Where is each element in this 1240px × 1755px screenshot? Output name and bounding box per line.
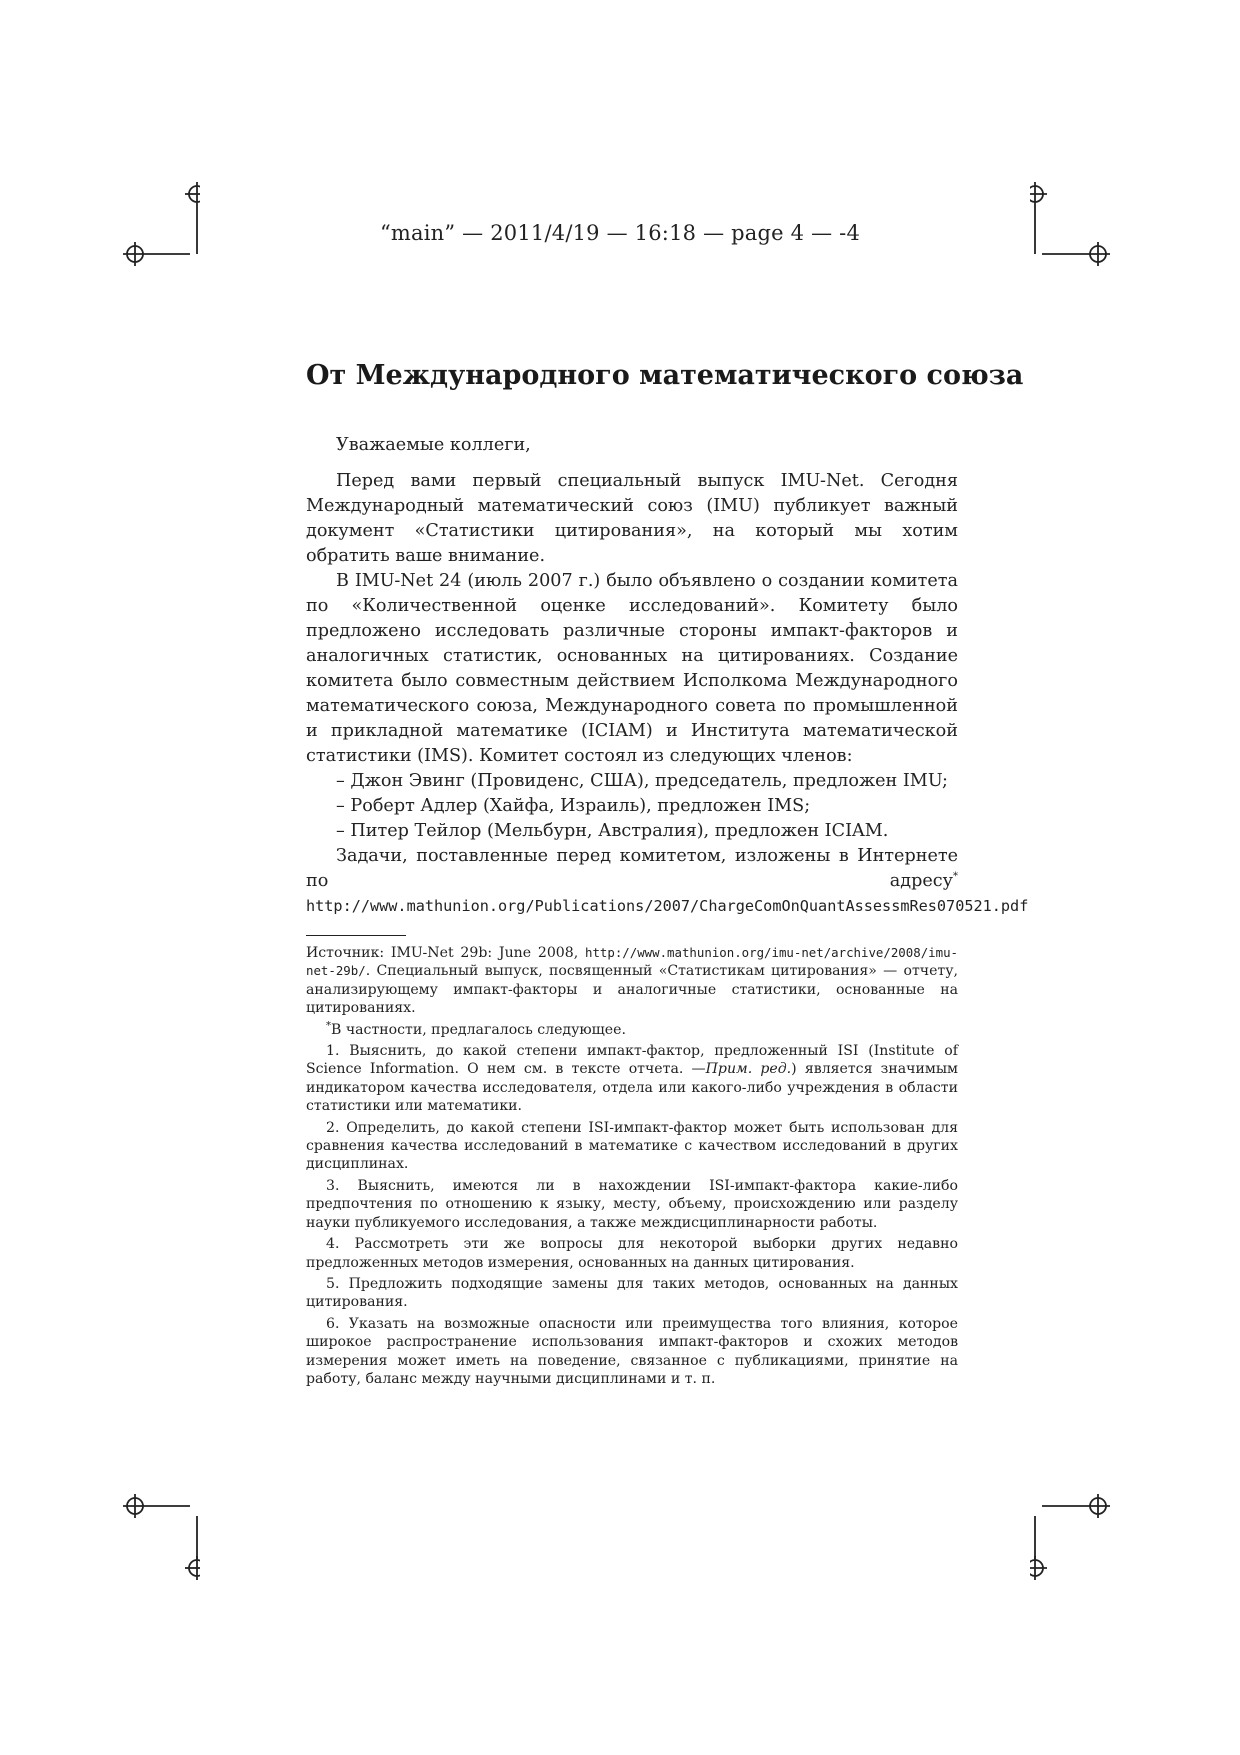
item-1-text-end: ) является значимым индикатором качества исследователя, отдела или какого-либо учреждения в области статистики или математики. bbox=[306, 1061, 959, 1115]
crop-mark-top-right bbox=[1030, 170, 1115, 270]
salutation: Уважаемые коллеги, bbox=[336, 435, 531, 455]
source-label: Источник: IMU-Net 29b: June 2008, bbox=[306, 945, 579, 961]
footnote-star-marker: * bbox=[326, 1019, 331, 1031]
footnote-marker: * bbox=[953, 871, 958, 883]
paragraph-committee: В IMU-Net 24 (июль 2007 г.) было объявлено о создании комитета по «Количественной оценке исследований». Комитету было предложено исследовать различные стороны импакт-факторов и аналогичных статистик, основанных на цитированиях. Создание комитета было совместным действием Исполкома Международного математического союза, Международного совета по промышленной и прикладной математике (ICIAM) и Института математической статистики (IMS). Комитет состоял из следующих членов: bbox=[306, 571, 958, 766]
running-header: “main” — 2011/4/19 — 16:18 — page 4 — -4 bbox=[379, 221, 861, 245]
list-item: – Джон Эвинг (Провиденс, США), председатель, предложен IMU; bbox=[336, 771, 948, 791]
footnotes bbox=[306, 944, 958, 1388]
footnote-source bbox=[306, 944, 958, 1018]
page-title: От Международного математического союза bbox=[306, 360, 1024, 391]
charge-url-link[interactable]: http://www.mathunion.org/Publications/2007/ChargeComOnQuantAssessmRes070521.pdf bbox=[306, 897, 1029, 915]
source-url-link[interactable]: http://www.mathunion.org/imu-net/archive/2008/imu-net-29b/ bbox=[306, 945, 958, 979]
footnote-star bbox=[306, 1021, 958, 1039]
item-1-text: 1. Выяснить, до какой степени импакт-фактор, предложенный ISI (Institute of Science Information. О нем см. в тексте отчета. — bbox=[306, 1043, 958, 1078]
crop-mark-bottom-right bbox=[1030, 1490, 1115, 1590]
footnote-rule bbox=[306, 935, 406, 936]
tasks-text: Задачи, поставленные перед комитетом, изложены в Интернете по адресу bbox=[306, 846, 958, 891]
body-text bbox=[306, 433, 1029, 919]
source-description: . Специальный выпуск, посвященный «Статистикам цитирования» — отчету, анализирующему импакт-факторы и аналогичные статистики, основанные на цитированиях. bbox=[306, 963, 958, 1017]
footnote-item-4: 4. Рассмотреть эти же вопросы для некоторой выборки других недавно предложенных методов измерения, основанных на данных цитирования. bbox=[306, 1236, 958, 1271]
footnote-item-2: 2. Определить, до какой степени ISI-импакт-фактор может быть использован для сравнения качества исследований в математике с качеством исследований в других дисциплинах. bbox=[306, 1119, 958, 1173]
footnote-item-5: 5. Предложить подходящие замены для таких методов, основанных на данных цитирования. bbox=[306, 1275, 958, 1311]
footnote-star-intro: В частности, предлагалось следующее. bbox=[331, 1021, 626, 1038]
list-item: – Роберт Адлер (Хайфа, Израиль), предложен IMS; bbox=[336, 796, 811, 816]
editor-note: Прим. ред. bbox=[705, 1061, 792, 1078]
footnote-item-6: 6. Указать на возможные опасности или преимущества того влияния, которое широкое распространение использования импакт-факторов и схожих методов измерения может иметь на поведение, связанное с публикациями, принятие на работу, баланс между научными дисциплинами и т. п. bbox=[306, 1315, 958, 1387]
member-list bbox=[306, 769, 958, 844]
paragraph-intro: Перед вами первый специальный выпуск IMU-Net. Сегодня Международный математический союз (IMU) публикует важный документ «Статистики цитирования», на который мы хотим обратить ваше внимание. bbox=[306, 471, 958, 566]
crop-mark-bottom-left bbox=[120, 1490, 200, 1590]
list-item: – Питер Тейлор (Мельбурн, Австралия), предложен ICIAM. bbox=[336, 821, 889, 841]
footnote-item-3: 3. Выяснить, имеются ли в нахождении ISI-импакт-фактора какие-либо предпочтения по отношению к языку, месту, объему, происхождению или разделу науки публикуемого исследования, а также междисциплинарности работы. bbox=[306, 1177, 958, 1231]
crop-mark-top-left bbox=[120, 170, 200, 270]
footnote-item-1 bbox=[306, 1042, 958, 1116]
page-content bbox=[306, 360, 1029, 1391]
paragraph-tasks bbox=[306, 844, 1029, 919]
